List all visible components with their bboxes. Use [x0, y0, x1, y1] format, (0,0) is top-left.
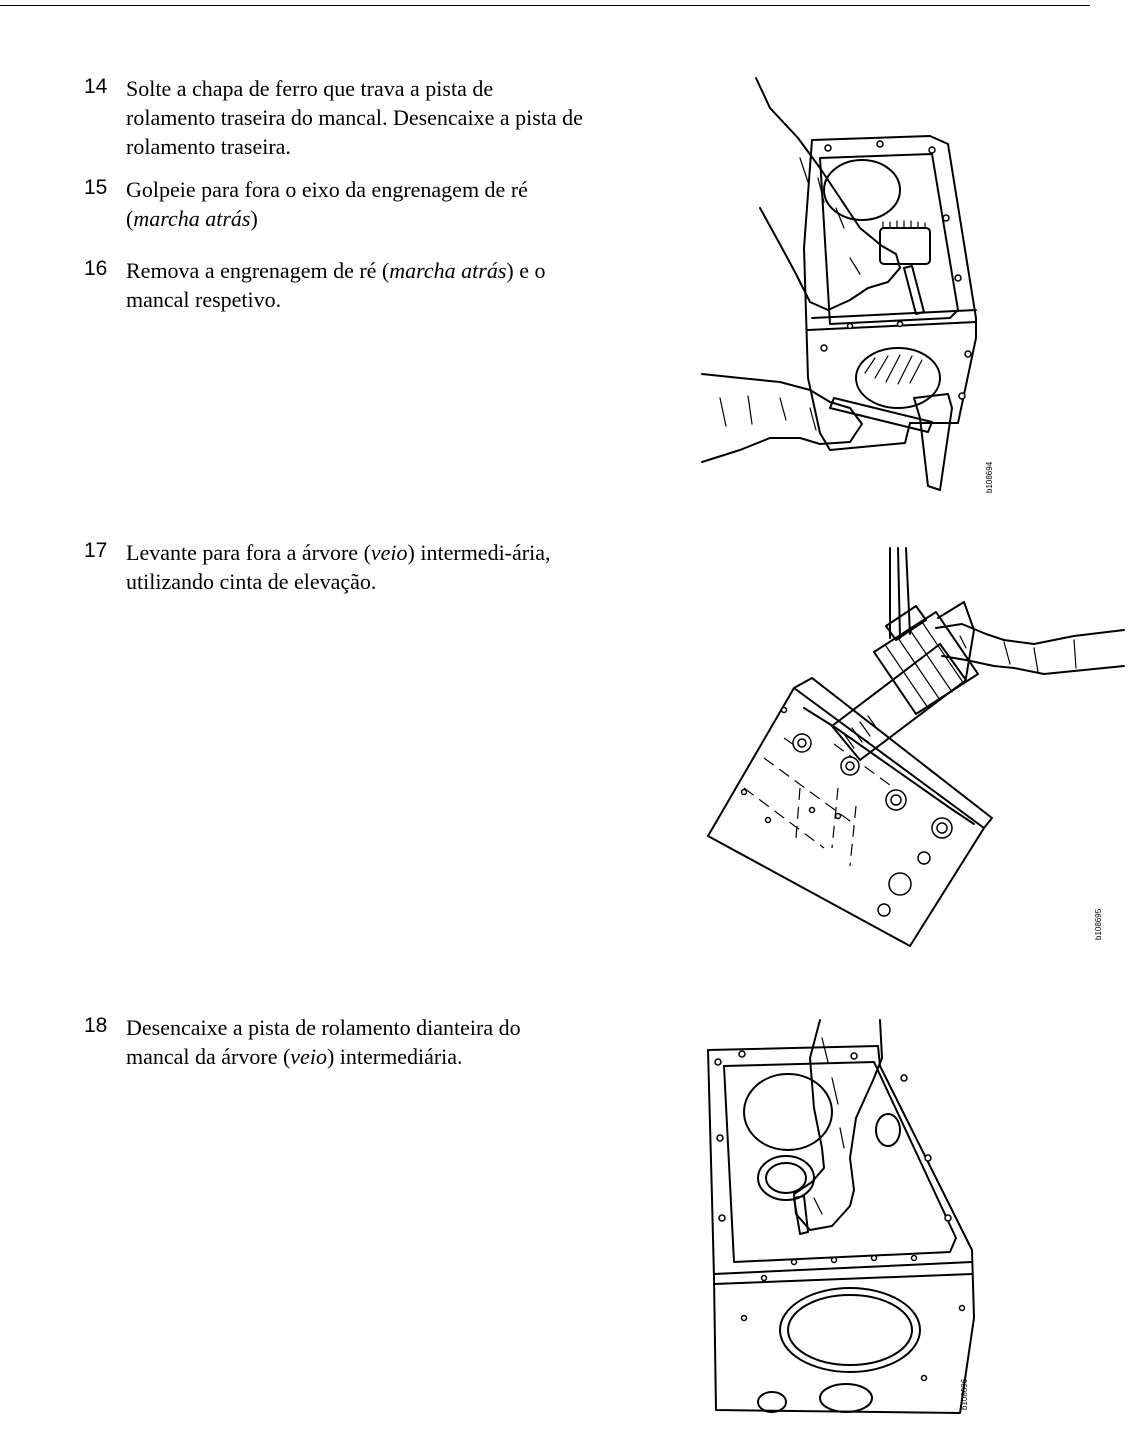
step-14: [84, 74, 584, 161]
figure-reverse-gear-illustration: [700, 78, 1000, 493]
step-text-part: Desencaixe a pista de rolamento dianteira do mancal da árvore (: [126, 1015, 521, 1069]
step-text-part: Golpeie para fora o eixo da engrenagem de ré (: [126, 177, 528, 231]
step-text: [126, 1013, 584, 1071]
step-18: [84, 1013, 584, 1071]
step-text-italic: veio: [290, 1044, 327, 1069]
step-text-part: ) intermedi-ária, utilizando cinta de elevação.: [126, 540, 551, 594]
step-text-part: ): [250, 206, 258, 231]
step-number: 14: [84, 75, 108, 98]
step-text-part: ) intermediária.: [326, 1044, 463, 1069]
reverse-gear-drawing: [700, 78, 1000, 493]
step-text: [126, 175, 584, 233]
step-17: [84, 538, 584, 596]
countershaft-drawing: [704, 548, 1124, 948]
step-text: [126, 256, 584, 314]
figure-code: b108696: [960, 1378, 969, 1410]
step-15: [84, 175, 584, 233]
step-number: 17: [84, 539, 108, 562]
step-number: 18: [84, 1014, 108, 1037]
step-text-part: Solte a chapa de ferro que trava a pista de rolamento traseira do mancal. Desencaixe a pista de rolamento traseira.: [126, 76, 583, 159]
figure-bearing-race-illustration: [704, 1018, 994, 1428]
step-text: [126, 74, 584, 161]
step-text-italic: marcha atrás: [389, 258, 507, 283]
top-rule: [0, 5, 1090, 6]
figure-countershaft-illustration: [704, 548, 1124, 948]
step-text-part: ) e o mancal respetivo.: [126, 258, 546, 312]
figure-code: b108694: [985, 461, 994, 493]
step-16: [84, 256, 584, 314]
figure-code: b108695: [1094, 908, 1103, 940]
step-text-italic: marcha atrás: [133, 206, 251, 231]
step-number: 15: [84, 176, 108, 199]
bearing-race-drawing: [704, 1018, 994, 1428]
step-text-part: Remova a engrenagem de ré (: [126, 258, 390, 283]
step-number: 16: [84, 257, 108, 280]
step-text: [126, 538, 584, 596]
step-text-part: Levante para fora a árvore (: [126, 540, 371, 565]
step-text-italic: veio: [370, 540, 408, 565]
